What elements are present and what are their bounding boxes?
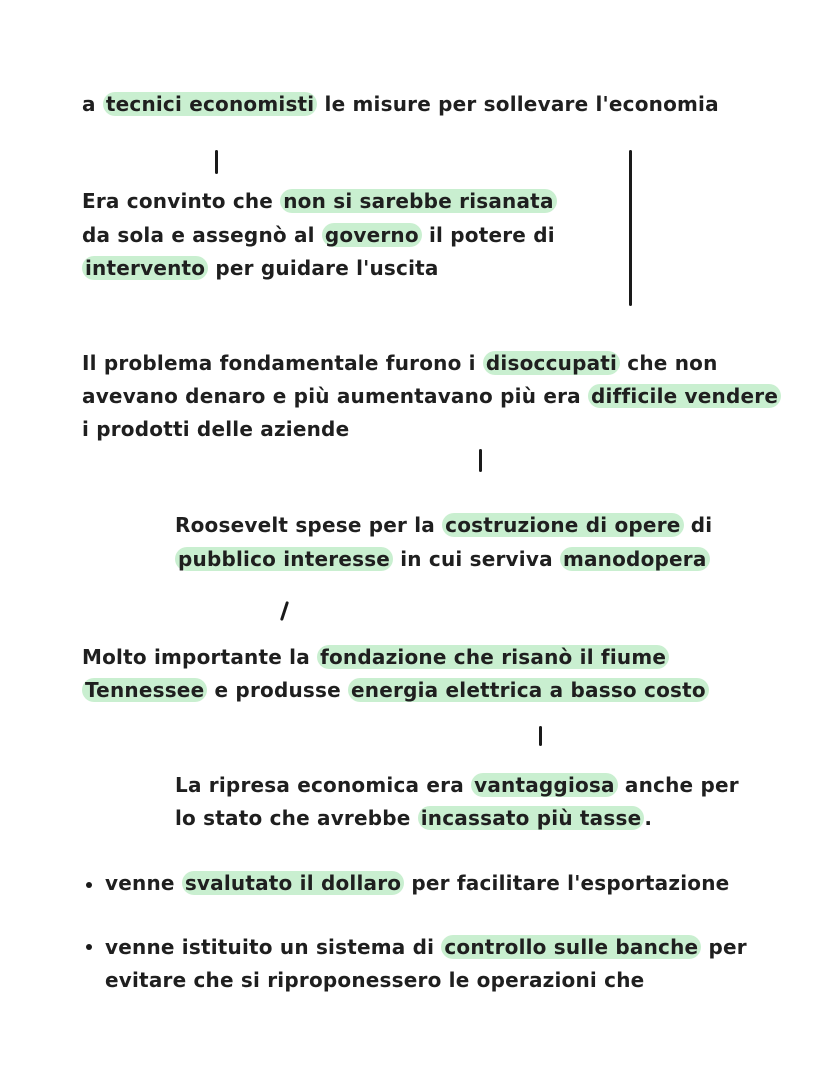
highlight: disoccupati (483, 351, 620, 375)
highlight: intervento (82, 256, 208, 280)
bullet-icon (86, 882, 92, 888)
highlight: controllo sulle banche (441, 935, 701, 959)
highlight: governo (322, 223, 422, 247)
text-line: lo stato che avrebbe incassato più tasse . (175, 806, 653, 830)
highlight: fondazione che risanò il fiume (317, 645, 669, 669)
text-line: Era convinto che non si sarebbe risanata (82, 188, 557, 214)
text-line: La ripresa economica era vantaggiosa anche per (175, 773, 739, 797)
highlight: Tennessee (82, 678, 207, 702)
connector-line (215, 150, 218, 174)
highlight: pubblico interesse (175, 547, 393, 571)
text-line: avevano denaro e più aumentavano più era difficile vendere (82, 383, 781, 409)
text-line: i prodotti delle aziende (82, 417, 350, 441)
text-line: a tecnici economisti le misure per sollevare l'economia (82, 92, 719, 116)
connector-line (479, 449, 482, 472)
text-line: Tennessee e produsse energia elettrica a basso costo (82, 677, 709, 703)
text-line: da sola e assegnò al governo il potere di (82, 223, 555, 247)
connector-line (539, 726, 542, 746)
highlight: svalutato il dollaro (182, 871, 404, 895)
highlight: costruzione di opere (442, 513, 683, 537)
bullet-icon (86, 944, 92, 950)
list-item: venne svalutato il dollaro per facilitare l'esportazione (105, 871, 730, 895)
text-line: Molto importante la fondazione che risanò il fiume (82, 644, 669, 670)
text-line: Il problema fondamentale furono i disoccupati che non (82, 351, 718, 375)
text-line: pubblico interesse in cui serviva manodopera (175, 546, 710, 572)
highlight: manodopera (560, 547, 710, 571)
text-line: Roosevelt spese per la costruzione di opere di (175, 513, 713, 537)
highlight: non si sarebbe risanata (280, 189, 556, 213)
list-item: venne istituito un sistema di controllo sulle banche per (105, 935, 747, 959)
text-line: intervento per guidare l'uscita (82, 255, 439, 281)
highlight: energia elettrica a basso costo (348, 678, 709, 702)
highlight: incassato più tasse (418, 806, 645, 830)
highlight: difficile vendere (588, 384, 781, 408)
highlight: vantaggiosa (471, 773, 618, 797)
list-item-continuation: evitare che si riproponessero le operazioni che (105, 968, 645, 992)
connector-line (629, 150, 632, 306)
connector-slash (280, 601, 289, 621)
highlight: tecnici economisti (103, 92, 318, 116)
